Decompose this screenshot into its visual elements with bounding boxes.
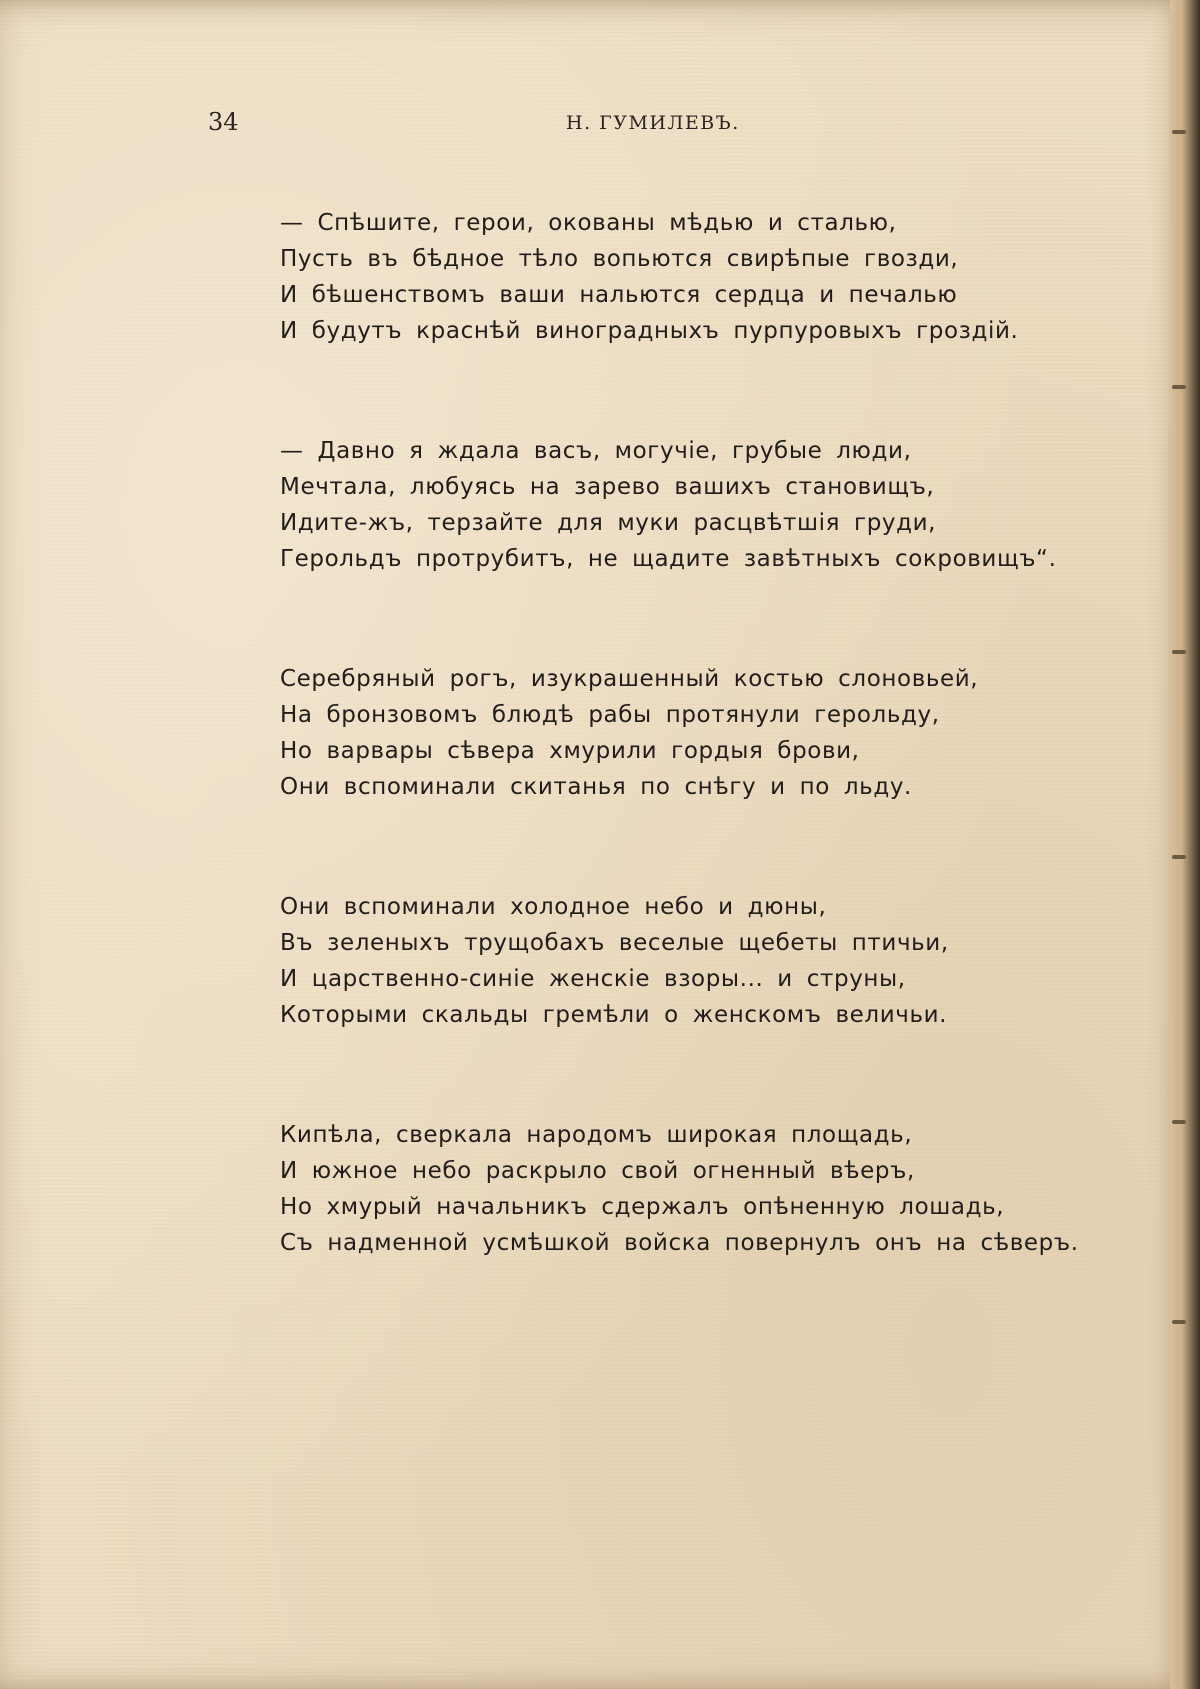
stanza-1 <box>280 205 1040 349</box>
poem-line: Но хмурый начальникъ сдержалъ опѣненную лошадь, <box>280 1194 1005 1220</box>
stanza-break <box>280 577 1040 661</box>
stanza-3 <box>280 661 1040 805</box>
stanza-2 <box>280 433 1057 577</box>
poem-line: И южное небо раскрыло свой огненный вѣеръ, <box>280 1158 915 1184</box>
stanza-5 <box>280 1117 1079 1261</box>
poem-line: Но варвары сѣвера хмурили гордыя брови, <box>280 738 860 764</box>
poem-line: — Давно я ждала васъ, могучіе, грубые люди, <box>280 438 912 464</box>
poem-line: И бѣшенствомъ ваши нальются сердца и печалью <box>280 282 958 308</box>
poem-line: Серебряный рогъ, изукрашенный костью слоновьей, <box>280 666 979 692</box>
binding-stitch <box>1172 1320 1186 1324</box>
binding-stitch <box>1172 855 1186 859</box>
poem-line: Мечтала, любуясь на зарево вашихъ становищъ, <box>280 474 935 500</box>
binding-stitch <box>1172 385 1186 389</box>
binding-stitch <box>1172 130 1186 134</box>
stanza-4 <box>280 889 1040 1033</box>
page-number: 34 <box>208 108 239 136</box>
stanza-break <box>280 805 1040 889</box>
binding-stitch <box>1172 650 1186 654</box>
poem-line: На бронзовомъ блюдѣ рабы протянули герольду, <box>280 702 940 728</box>
poem-line: И будутъ краснѣй виноградныхъ пурпуровыхъ гроздій. <box>280 318 1019 344</box>
poem-line: Идите-жъ, терзайте для муки расцвѣтшія груди, <box>280 510 937 536</box>
poem-line: Они вспоминали скитанья по снѣгу и по льду. <box>280 774 912 800</box>
stanza-break <box>280 1033 1040 1117</box>
running-head: Н. ГУМИЛЕВЪ. <box>566 112 740 134</box>
poem-line: Герольдъ протрубитъ, не щадите завѣтныхъ сокровищъ“. <box>280 546 1057 572</box>
poem-line: Которыми скальды гремѣли о женскомъ величьи. <box>280 1002 948 1028</box>
poem-line: Они вспоминали холодное небо и дюны, <box>280 894 827 920</box>
poem-line: И царственно-синіе женскіе взоры... и струны, <box>280 966 906 992</box>
stanza-break <box>280 349 1040 433</box>
poem-line: Въ зеленыхъ трущобахъ веселые щебеты птичьи, <box>280 930 949 956</box>
poem-line: Кипѣла, сверкала народомъ широкая площадь, <box>280 1122 913 1148</box>
poem-line: Пусть въ бѣдное тѣло вопьются свирѣпые гвозди, <box>280 246 959 272</box>
poem-line: Съ надменной усмѣшкой войска повернулъ онъ на сѣверъ. <box>280 1230 1079 1256</box>
poem-body <box>280 205 1079 1261</box>
poem-line: — Спѣшите, герои, окованы мѣдью и сталью, <box>280 210 897 236</box>
page-binding-edge <box>1170 0 1200 1689</box>
page-header <box>0 108 1188 140</box>
binding-stitch <box>1172 1120 1186 1124</box>
